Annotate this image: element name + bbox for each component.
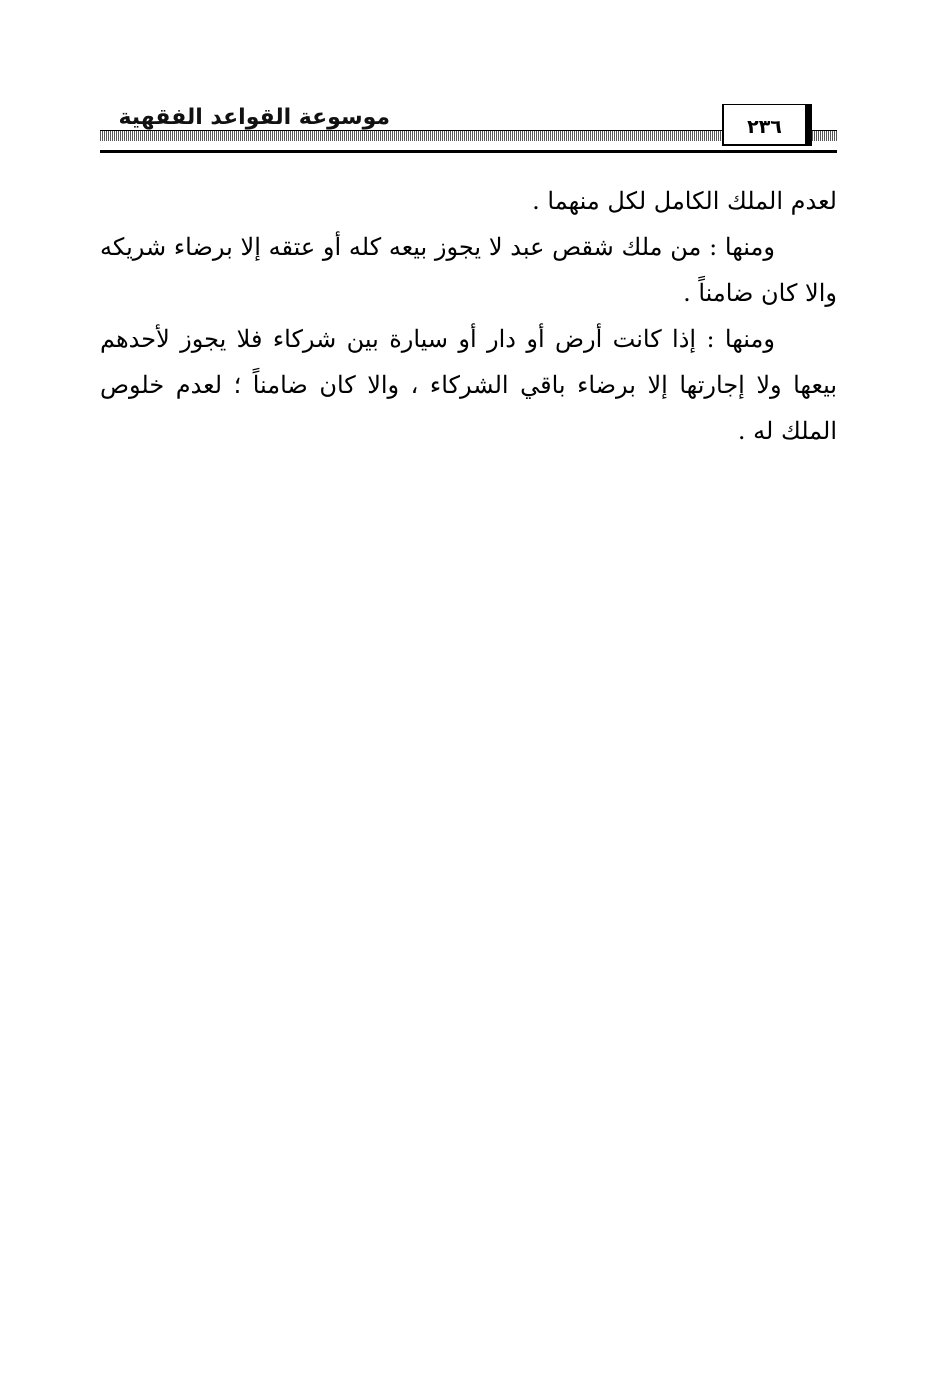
paragraph-example-slave-share: ومنها : من ملك شقص عبد لا يجوز بيعه كله أو عتقه إلا برضاء شريكه والا كان ضامناً . — [100, 233, 837, 307]
page-number-box — [722, 104, 812, 146]
page-header — [100, 100, 837, 158]
paragraph-example-shared-property: ومنها : إذا كانت أرض أو دار أو سيارة بين شركاء فلا يجوز لأحدهم بيعها ولا إجارتها إلا برضاء باقي الشركاء ، والا كان ضامناً ؛ لعدم خلوص الملك له . — [100, 325, 837, 445]
paragraph-continuation: لعدم الملك الكامل لكل منهما . — [532, 187, 837, 215]
page-body — [100, 178, 837, 454]
page-number: ٢٣٦ — [747, 115, 782, 138]
running-title: موسوعة القواعد الفقهية — [118, 105, 390, 130]
header-rule-bottom — [100, 150, 837, 153]
